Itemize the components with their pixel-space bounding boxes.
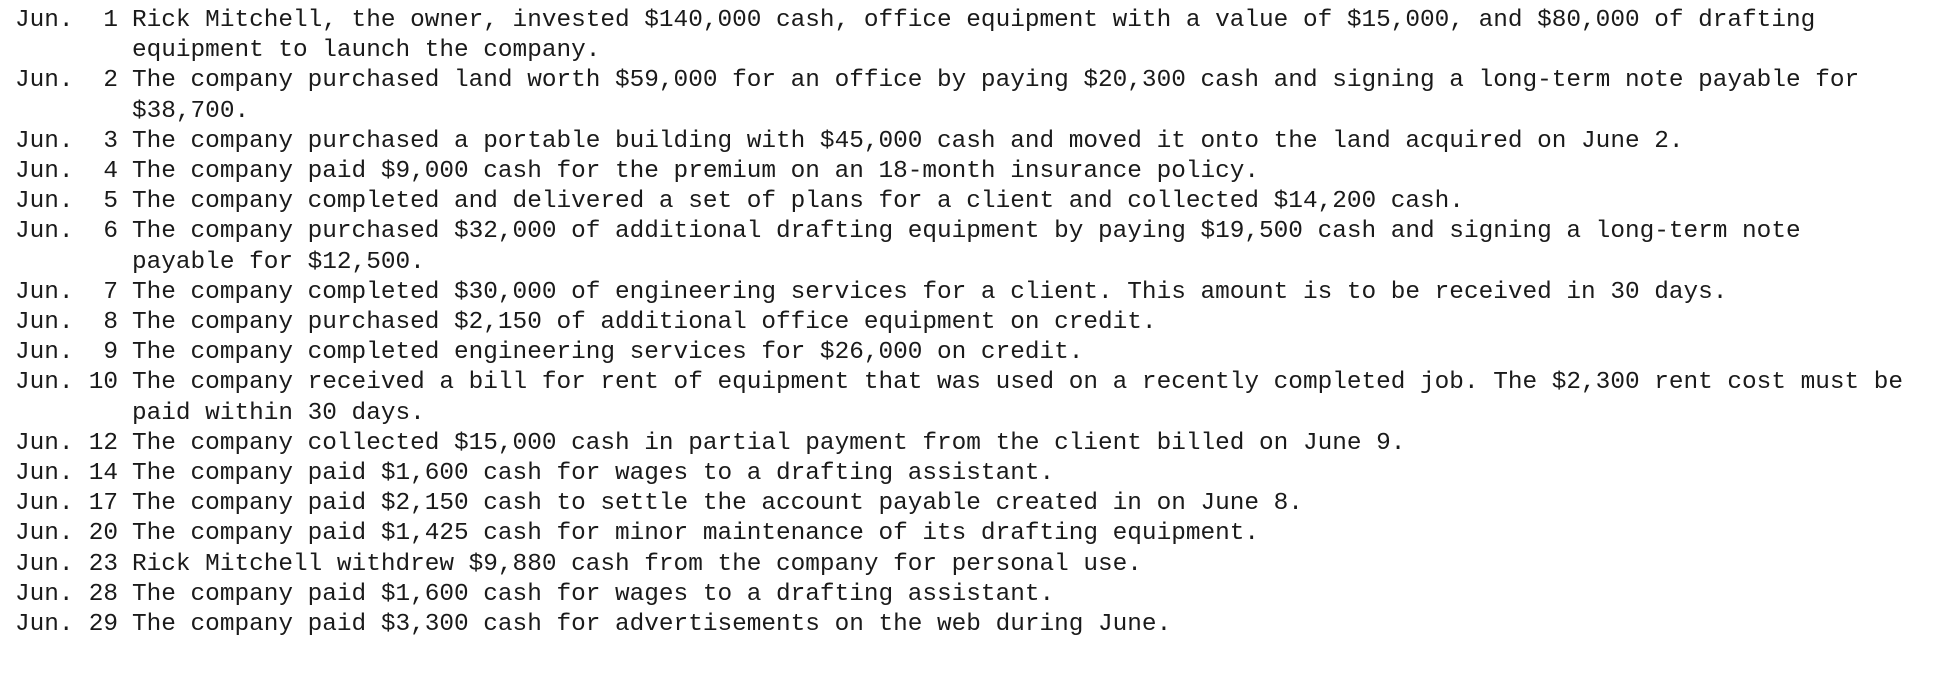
list-item xyxy=(15,127,1935,157)
entry-text: The company purchased land worth $59,000 for an office by paying $20,300 cash and signing a long-term note payable for $38,700. xyxy=(132,67,1860,125)
entry-day: 10 xyxy=(88,369,118,397)
entry-month: Jun. xyxy=(15,127,74,155)
entry-text: The company paid $2,150 cash to settle the account payable created in on June 8. xyxy=(132,490,1303,518)
entry-day: 20 xyxy=(88,520,118,548)
entry-text: Rick Mitchell withdrew $9,880 cash from the company for personal use. xyxy=(132,550,1142,578)
entry-day: 1 xyxy=(103,7,118,34)
entry-text: The company collected $15,000 cash in partial payment from the client billed on June 9. xyxy=(132,429,1406,457)
entry-month: Jun. xyxy=(15,67,74,95)
entry-text: The company completed engineering services for $26,000 on credit. xyxy=(132,339,1084,367)
entry-day: 9 xyxy=(103,339,118,367)
entry-month: Jun. xyxy=(15,611,74,639)
entry-text: The company received a bill for rent of equipment that was used on a recently completed job. The $2,300 rent cost must be paid within 30 days. xyxy=(132,369,1904,427)
entry-month: Jun. xyxy=(15,580,74,608)
entry-month: Jun. xyxy=(15,490,74,518)
list-item xyxy=(15,157,1935,187)
entry-month: Jun. xyxy=(15,309,74,337)
entry-day: 12 xyxy=(88,429,118,457)
entry-day: 4 xyxy=(103,158,118,186)
entry-day: 17 xyxy=(88,490,118,518)
list-item xyxy=(15,278,1935,308)
list-item xyxy=(15,368,1935,428)
list-item xyxy=(15,6,1935,66)
entry-month: Jun. xyxy=(15,550,74,578)
entry-month: Jun. xyxy=(15,429,74,457)
entry-day: 14 xyxy=(88,460,118,488)
entry-text: The company purchased $32,000 of additional drafting equipment by paying $19,500 cash and signing a long-term note payable for $12,500. xyxy=(132,218,1801,276)
entry-month: Jun. xyxy=(15,278,74,306)
list-item xyxy=(15,489,1935,519)
list-item xyxy=(15,308,1935,338)
list-item xyxy=(15,550,1935,580)
entry-day: 7 xyxy=(103,278,118,306)
entry-text: The company completed $30,000 of engineering services for a client. This amount is to be received in 30 days. xyxy=(132,278,1728,306)
entry-text: The company paid $9,000 cash for the premium on an 18-month insurance policy. xyxy=(132,158,1260,186)
list-item xyxy=(15,610,1935,640)
entry-day: 5 xyxy=(103,188,118,216)
entry-day: 6 xyxy=(103,218,118,246)
list-item xyxy=(15,459,1935,489)
entry-month: Jun. xyxy=(15,339,74,367)
list-item xyxy=(15,429,1935,459)
list-item xyxy=(15,66,1935,126)
entry-month: Jun. xyxy=(15,188,74,216)
entry-month: Jun. xyxy=(15,460,74,488)
entry-text: The company paid $1,425 cash for minor maintenance of its drafting equipment. xyxy=(132,520,1260,548)
entry-text: The company paid $1,600 cash for wages to a drafting assistant. xyxy=(132,460,1055,488)
list-item xyxy=(15,338,1935,368)
transaction-list xyxy=(15,6,1935,640)
entry-text: The company purchased $2,150 of additional office equipment on credit. xyxy=(132,309,1157,337)
entry-month: Jun. xyxy=(15,218,74,246)
entry-text: Rick Mitchell, the owner, invested $140,000 cash, office equipment with a value of $15,000, and $80,000 of drafting equipment to launch the company. xyxy=(132,7,1816,65)
entry-text: The company completed and delivered a set of plans for a client and collected $14,200 cash. xyxy=(132,188,1464,216)
entry-day: 23 xyxy=(88,550,118,578)
list-item xyxy=(15,519,1935,549)
entry-text: The company purchased a portable building with $45,000 cash and moved it onto the land acquired on June 2. xyxy=(132,127,1684,155)
entry-day: 29 xyxy=(88,611,118,639)
entry-day: 8 xyxy=(103,309,118,337)
entry-day: 3 xyxy=(103,127,118,155)
entry-month: Jun. xyxy=(15,7,74,34)
entry-day: 2 xyxy=(103,67,118,95)
entry-month: Jun. xyxy=(15,520,74,548)
list-item xyxy=(15,217,1935,277)
list-item xyxy=(15,187,1935,217)
entry-text: The company paid $3,300 cash for advertisements on the web during June. xyxy=(132,611,1172,639)
entry-day: 28 xyxy=(88,580,118,608)
entry-month: Jun. xyxy=(15,158,74,186)
entry-month: Jun. xyxy=(15,369,74,397)
entry-text: The company paid $1,600 cash for wages to a drafting assistant. xyxy=(132,580,1055,608)
list-item xyxy=(15,580,1935,610)
